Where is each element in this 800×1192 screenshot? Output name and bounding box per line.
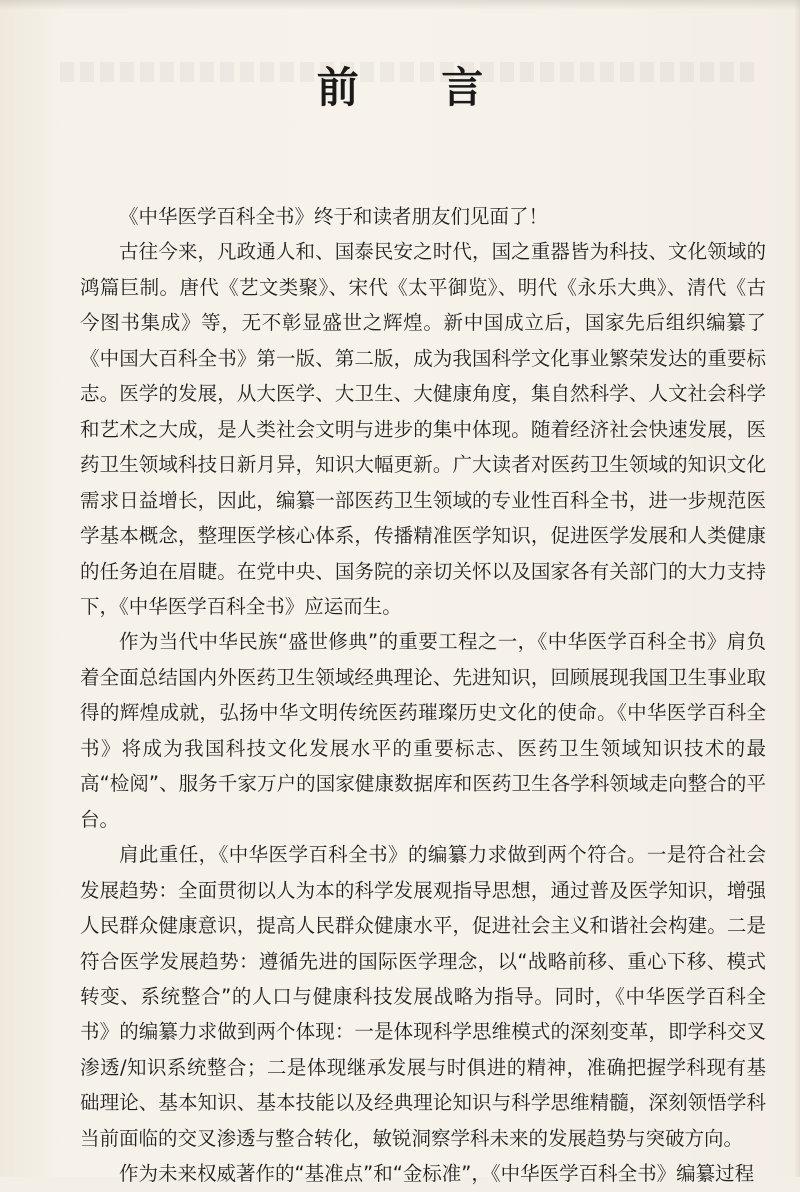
page-title: 前 言 [316,63,518,112]
paragraph-1: 《中华医学百科全书》终于和读者朋友们见面了！ [119,205,549,228]
paragraph-2: 古往今来，凡政通人和、国泰民安之时代，国之重器皆为科技、文化领域的鸿篇巨制。唐代《艺文类聚》、宋代《太平御览》、明代《永乐大典》、清代《古今图书集成》等，无不彰显盛世之辉煌。新中国成立后，国家先后组织编纂了《中国大百科全书》第一版、第二版，成为我国科学文化事业繁荣发达的重要标志。医学的发展，从大医学、大卫生、大健康角度，集自然科学、人文社会科学和艺术之大成，是人类社会文明与进步的集中体现。随着经济社会快速发展，医药卫生领域科技日新月异，知识大幅更新。广大读者对医药卫生领域的知识文化需求日益增长，因此，编纂一部医药卫生领域的专业性百科全书，进一步规范医学基本概念，整理医学核心体系，传播精准医学知识，促进医学发展和人类健康的任务迫在眉睫。在党中央、国务院的亲切关怀以及国家各有关部门的大力支持下，《中华医学百科全书》应运而生。 [80,240,766,618]
page-right-edge [794,0,800,1177]
paragraph-4: 肩此重任，《中华医学百科全书》的编纂力求做到两个符合。一是符合社会发展趋势：全面贯彻以人为本的科学发展观指导思想，通过普及医学知识，增强人民群众健康意识，提高人民群众健康水平，促进社会主义和谐社会构建。二是符合医学发展趋势：遵循先进的国际医学理念，以“战略前移、重心下移、模式转变、系统整合”的人口与健康科技发展战略为指导。同时，《中华医学百科全书》的编纂力求做到两个体现：一是体现科学思维模式的深刻变革，即学科交叉渗透/知识系统整合；二是体现继承发展与时俱进的精神，准确把握学科现有基础理论、基本知识、基本技能以及经典理论知识与科学思维精髓，深刻领悟学科当前面临的交叉渗透与整合转化，敏锐洞察学科未来的发展趋势与突破方向。 [80,843,766,1150]
paragraph-5: 作为未来权威著作的“基准点”和“金标准”，《中华医学百科全书》编纂过程 [119,1162,755,1186]
page-top-shadow [0,0,800,10]
paragraph-3: 作为当代中华民族“盛世修典”的重要工程之一，《中华医学百科全书》肩负着全面总结国内外医药卫生领域经典理论、先进知识，回顾展现我国卫生事业取得的辉煌成就，弘扬中华文明传统医药璀璨历史文化的使命。《中华医学百科全书》将成为我国科技文化发展水平的重要标志、医药卫生领域知识技术的最高“检阅”、服务千家万户的国家健康数据库和医药卫生各学科领域走向整合的平台。 [80,630,766,831]
preface-body [80,199,766,1192]
